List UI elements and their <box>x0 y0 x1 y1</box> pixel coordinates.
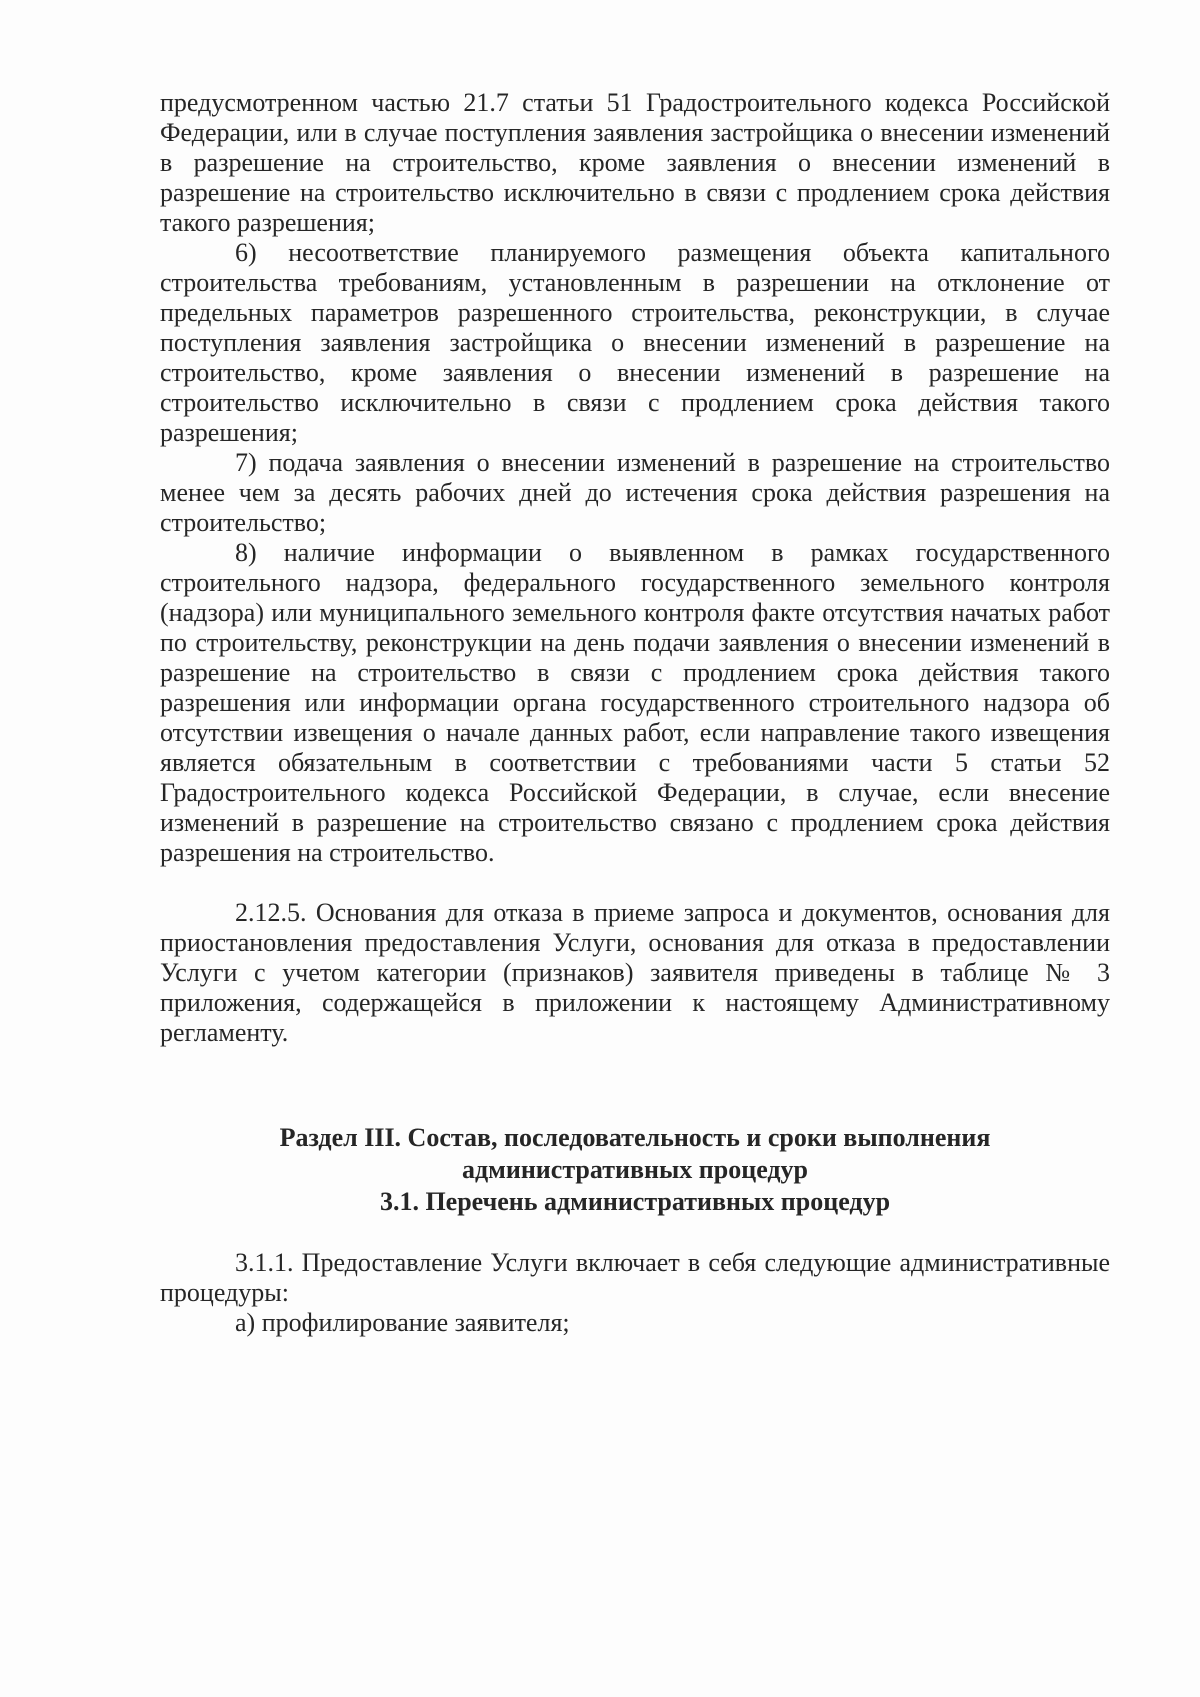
section-heading-line-1: Раздел III. Состав, последовательность и сроки выполнения <box>279 1123 991 1152</box>
section-heading-line-2: административных процедур <box>461 1155 809 1184</box>
paragraph-2-12-5: 2.12.5. Основания для отказа в приеме запроса и документов, основания для приостановления предоставления Услуги, основания для отказа в предоставлении Услуги с учетом категории (признаков) заявителя приведены в таблице № 3 приложения, содержащейся в приложении к настоящему Административному регламенту. <box>160 898 1110 1047</box>
paragraph-3-1-1: 3.1.1. Предоставление Услуги включает в себя следующие административные процедуры: <box>160 1248 1110 1307</box>
section-heading <box>160 1122 1110 1186</box>
paragraph-continuation: предусмотренном частью 21.7 статьи 51 Градостроительного кодекса Российской Федерации, или в случае поступления заявления застройщика о внесении изменений в разрешение на строительство, кроме заявления о внесении изменений в разрешение на строительство исключительно в связи с продлением срока действия такого разрешения; <box>160 88 1110 237</box>
paragraph-item-6: 6) несоответствие планируемого размещения объекта капитального строительства требованиям, установленным в разрешении на отклонение от предельных параметров разрешенного строительства, реконструкции, в случае поступления заявления застройщика о внесении изменений в разрешение на строительство, кроме заявления о внесении изменений в разрешение на строительство исключительно в связи с продлением срока действия такого разрешения; <box>160 238 1110 447</box>
paragraph-item-8: 8) наличие информации о выявленном в рамках государственного строительного надзора, федерального государственного земельного контроля (надзора) или муниципального земельного контроля факте отсутствия начатых работ по строительству, реконструкции на день подачи заявления о внесении изменений в разрешение на строительство в связи с продлением срока действия такого разрешения или информации органа государственного строительного надзора об отсутствии извещения о начале данных работ, если направление такого извещения является обязательным в соответствии с требованиями части 5 статьи 52 Градостроительного кодекса Российской Федерации, в случае, если внесение изменений в разрешение на строительство связано с продлением срока действия разрешения на строительство. <box>160 538 1110 867</box>
document-body <box>160 88 1110 1338</box>
list-item-a: а) профилирование заявителя; <box>235 1308 570 1337</box>
subsection-heading: 3.1. Перечень административных процедур <box>379 1187 891 1216</box>
paragraph-item-7: 7) подача заявления о внесении изменений в разрешение на строительство менее чем за десять рабочих дней до истечения срока действия разрешения на строительство; <box>160 448 1110 537</box>
